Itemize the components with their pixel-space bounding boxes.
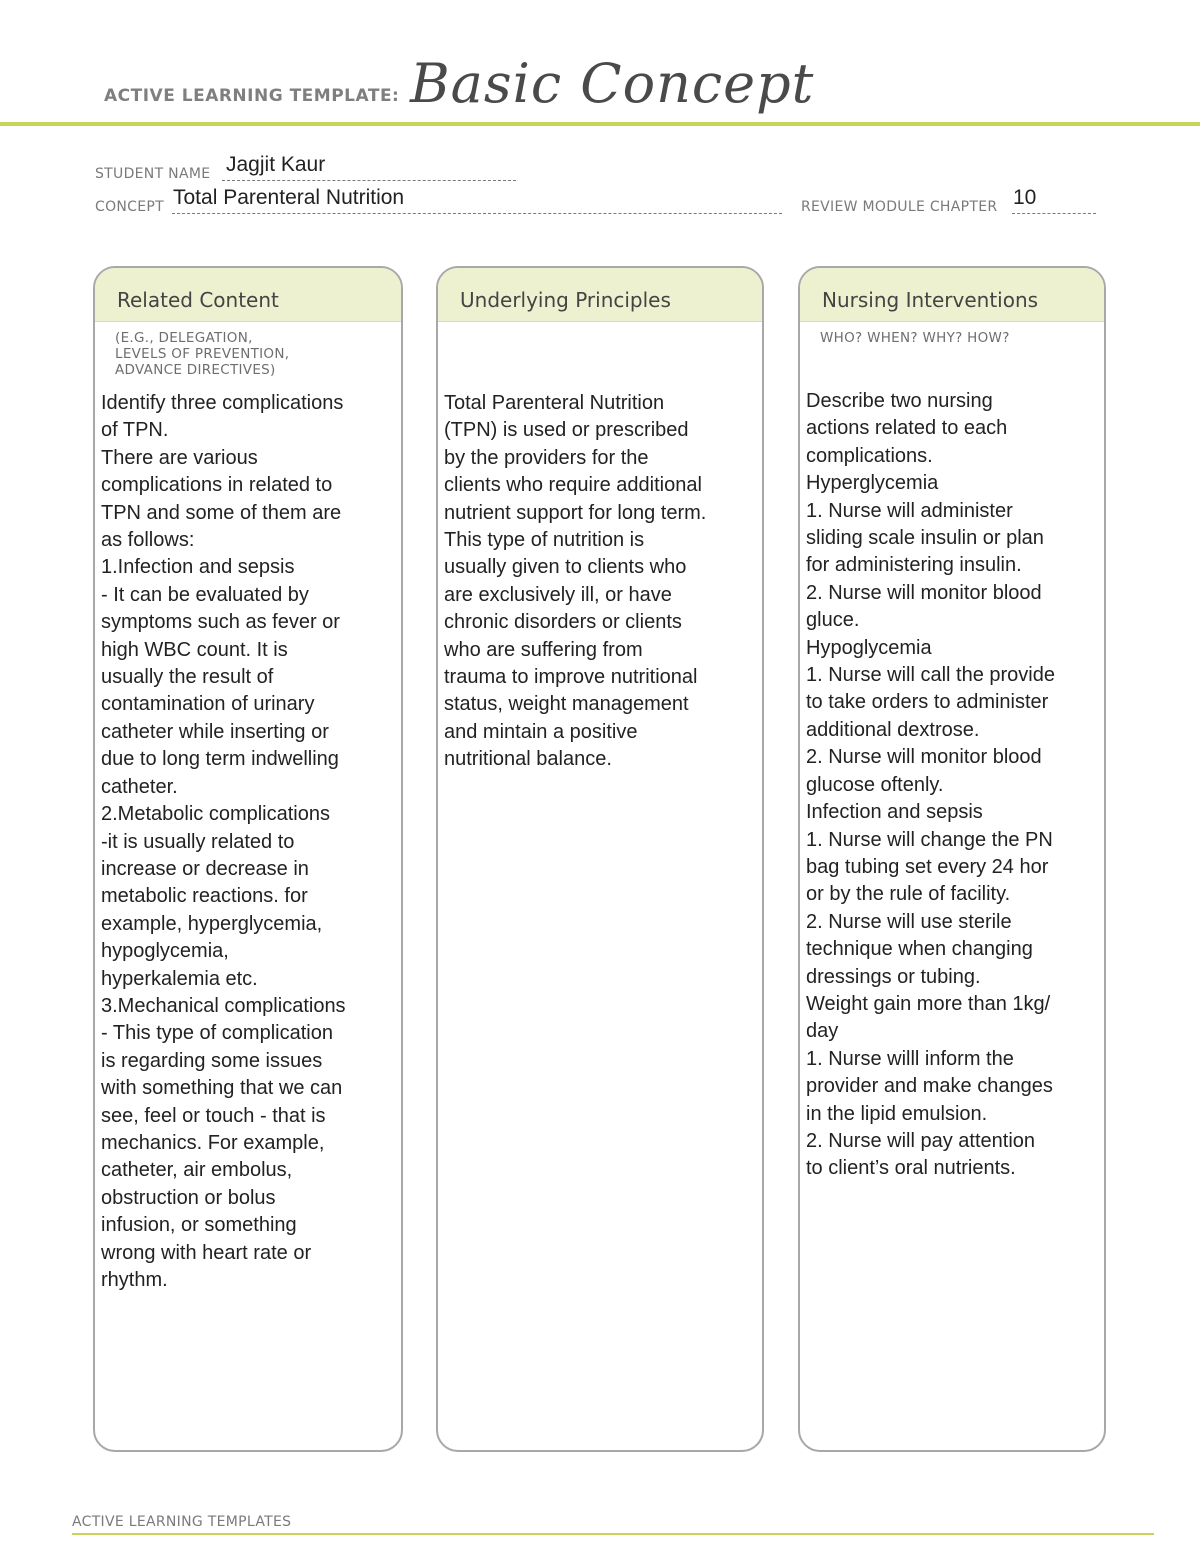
nursing-interventions-panel (798, 266, 1106, 1452)
student-name-label: STUDENT NAME (95, 166, 211, 182)
student-name-underline (222, 180, 516, 181)
header-divider (0, 122, 1200, 126)
panel-subtitle: (E.G., DELEGATION, LEVELS OF PREVENTION, ADVANCE DIRECTIVES) (115, 330, 290, 378)
review-module-field[interactable]: 10 (1013, 186, 1037, 209)
template-label: ACTIVE LEARNING TEMPLATE: (104, 86, 400, 106)
review-module-underline (1012, 213, 1096, 214)
concept-underline (172, 213, 782, 214)
footer-divider (72, 1533, 1154, 1535)
page-title: Basic Concept (410, 52, 815, 115)
panel-title: Related Content (95, 268, 401, 322)
underlying-principles-text[interactable]: Total Parenteral Nutrition (TPN) is used or prescribed by the providers for the clients who require additional nutrient support for long term. This type of nutrition is usually given to clients who are exclusively ill, or have chronic disorders or clients who are suffering from trauma to improve nutritional status, weight management and mintain a positive nutritional balance. (444, 392, 707, 771)
related-content-panel (93, 266, 403, 1452)
concept-field[interactable]: Total Parenteral Nutrition (173, 186, 405, 209)
panel-title: Nursing Interventions (800, 268, 1104, 322)
footer-label: ACTIVE LEARNING TEMPLATES (72, 1514, 292, 1530)
review-module-label: REVIEW MODULE CHAPTER (801, 199, 998, 215)
student-name-field[interactable]: Jagjit Kaur (226, 153, 326, 176)
nursing-interventions-text[interactable]: Describe two nursing actions related to each complications. Hyperglycemia 1. Nurse will administer sliding scale insulin or plan for administering insulin. 2. Nurse will monitor blood gluce. Hypoglycemia 1. Nurse will call the provide to take orders to administer additional dextrose. 2. Nurse will monitor blood glucose oftenly. Infection and sepsis 1. Nurse will change the PN bag tubing set every 24 hor or by the rule of facility. 2. Nurse will use sterile technique when changing dressings or tubing. Weight gain more than 1kg/ day 1. Nurse willl inform the provider and make changes in the lipid emulsion. 2. Nurse will pay attention to client’s oral nutrients. (806, 390, 1055, 1180)
related-content-text[interactable]: Identify three complications of TPN. There are various complications in related to TPN and some of them are as follows: 1.Infection and sepsis - It can be evaluated by symptoms such as fever or high WBC count. It is usually the result of contamination of urinary catheter while inserting or due to long term indwelling catheter. 2.Metabolic complications -it is usually related to increase or decrease in metabolic reactions. for example, hyperglycemia, hypoglycemia, hyperkalemia etc. 3.Mechanical complications - This type of complication is regarding some issues with something that we can see, feel or touch - that is mechanics. For example, catheter, air embolus, obstruction or bolus infusion, or something wrong with heart rate or rhythm. (101, 392, 346, 1291)
underlying-principles-panel (436, 266, 764, 1452)
concept-label: CONCEPT (95, 199, 164, 215)
panel-subtitle: WHO? WHEN? WHY? HOW? (820, 330, 1010, 346)
panel-title: Underlying Principles (438, 268, 762, 322)
